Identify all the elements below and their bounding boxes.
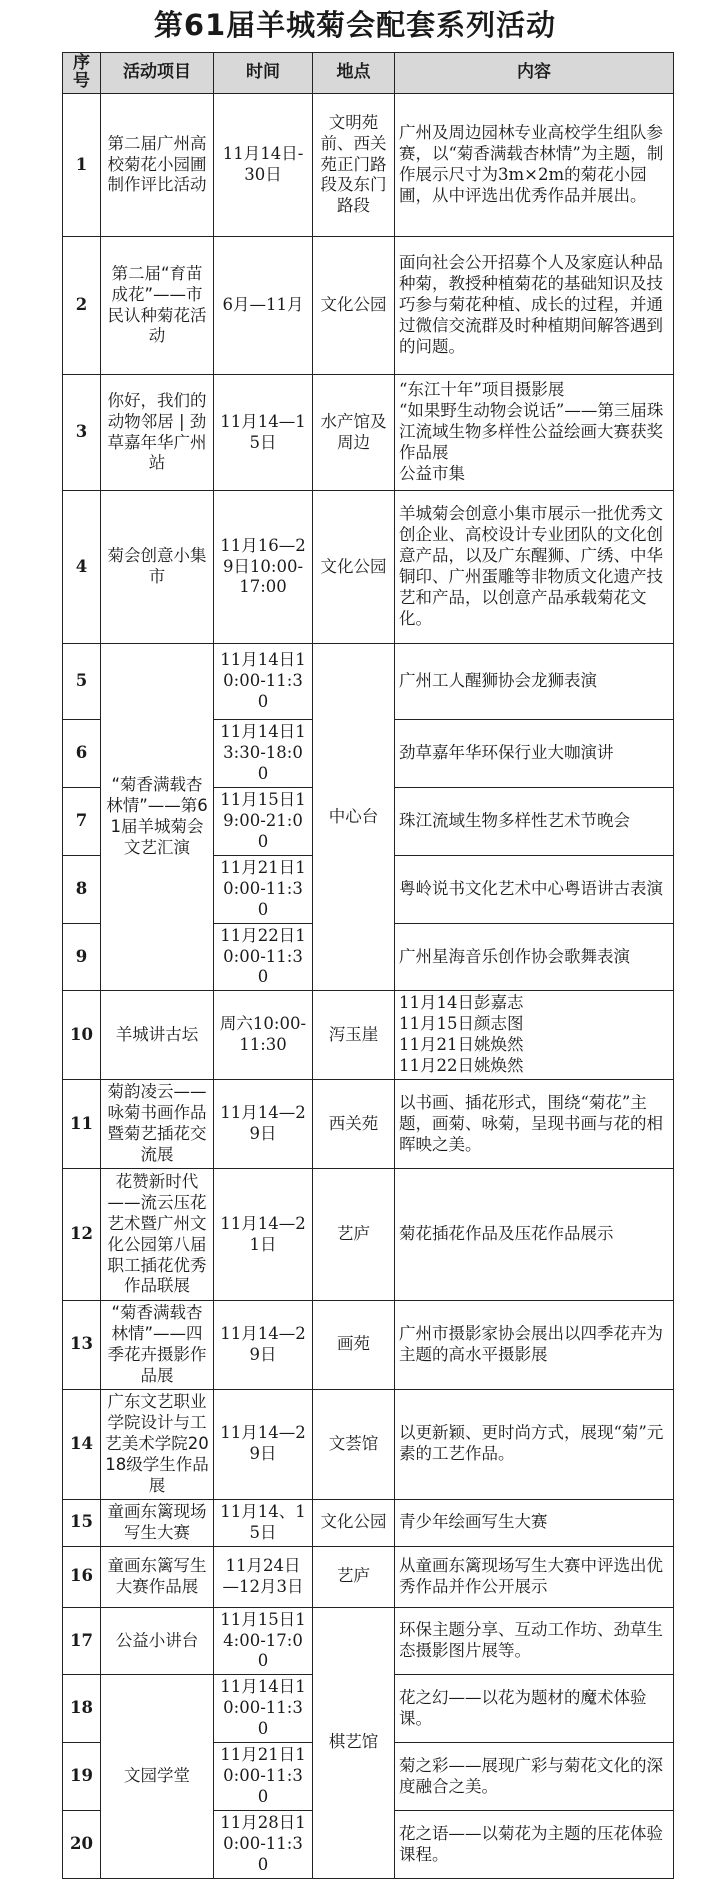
table-row (63, 1499, 674, 1546)
row-number: 7 (63, 787, 101, 855)
activity-location: 西关苑 (313, 1080, 395, 1169)
row-number: 14 (63, 1389, 101, 1499)
activity-time: 11月28日10:00-11:30 (214, 1811, 313, 1879)
activity-time: 11月24日—12月3日 (214, 1546, 313, 1607)
activity-location: 艺庐 (313, 1169, 395, 1301)
activity-time: 11月14日13:30-18:00 (214, 720, 313, 788)
row-number: 5 (63, 644, 101, 720)
activity-name: 菊韵凌云——咏菊书画作品暨菊艺插花交流展 (101, 1080, 214, 1169)
activity-time: 11月14—29日 (214, 1389, 313, 1499)
table-row (63, 1389, 674, 1499)
content-line: 公益市集 (399, 463, 465, 483)
activity-content (395, 94, 674, 237)
activity-name: 菊会创意小集市 (101, 491, 214, 644)
row-number: 6 (63, 720, 101, 788)
header-no: 序号 (63, 53, 101, 94)
activity-content (395, 491, 674, 644)
activity-location: 泻玉崖 (313, 991, 395, 1080)
row-number: 10 (63, 991, 101, 1080)
content-line: 菊之彩——展现广彩与菊花文化的深度融合之美。 (399, 1755, 663, 1796)
content-line: 珠江流域生物多样性艺术节晚会 (399, 810, 630, 830)
row-number: 8 (63, 855, 101, 923)
activity-time: 11月15日14:00-17:00 (214, 1607, 313, 1675)
activity-content (395, 1499, 674, 1546)
activity-content (395, 991, 674, 1080)
activity-name: 你好，我们的动物邻居 | 劲草嘉年华广州站 (101, 375, 214, 491)
activity-content (395, 1546, 674, 1607)
activity-location: 文荟馆 (313, 1389, 395, 1499)
activity-schedule-table (62, 52, 674, 1879)
row-number: 19 (63, 1743, 101, 1811)
table-header (63, 53, 674, 94)
activity-time: 11月22日10:00-11:30 (214, 923, 313, 991)
activity-time: 11月14日-30日 (214, 94, 313, 237)
content-line: 广州及周边园林专业高校学生组队参赛，以“菊香满载杏林情”为主题，制作展示尺寸为3m×2m的菊花小园圃，从中评选出优秀作品并展出。 (399, 123, 664, 205)
activity-time: 11月16—29日10:00-17:00 (214, 491, 313, 644)
content-line: 面向社会公开招募个人及家庭认种品种菊，教授种植菊花的基础知识及技巧参与菊花种植、成长的过程，并通过微信交流群及时种植期间解答遇到的问题。 (399, 253, 663, 356)
activity-name: 文园学堂 (101, 1675, 214, 1879)
row-number: 4 (63, 491, 101, 644)
activity-time: 11月14、15日 (214, 1499, 313, 1546)
table-row (63, 1301, 674, 1390)
activity-content (395, 1389, 674, 1499)
activity-content (395, 1169, 674, 1301)
table-row (63, 94, 674, 237)
content-line: 11月14日彭嘉志 (399, 993, 524, 1013)
content-line: “东江十年”项目摄影展 (399, 380, 565, 400)
activity-content (395, 1080, 674, 1169)
activity-content (395, 644, 674, 720)
row-number: 11 (63, 1080, 101, 1169)
content-line: 广州工人醒狮协会龙狮表演 (399, 671, 597, 691)
activity-time: 11月14—29日 (214, 1301, 313, 1390)
activity-content (395, 1743, 674, 1811)
content-line: 11月21日姚焕然 (399, 1035, 524, 1055)
activity-name: 花赞新时代——流云压花艺术暨广州文化公园第八届职工插花优秀作品联展 (101, 1169, 214, 1301)
content-line: 从童画东篱现场写生大赛中评选出优秀作品并作公开展示 (399, 1555, 663, 1596)
activity-name: 第二届广州高校菊花小园圃制作评比活动 (101, 94, 214, 237)
activity-content (395, 1811, 674, 1879)
header-row (63, 53, 674, 94)
header-time: 时间 (214, 53, 313, 94)
row-number: 2 (63, 237, 101, 375)
activity-time: 6月—11月 (214, 237, 313, 375)
table-row (63, 375, 674, 491)
activity-location: 中心台 (313, 644, 395, 991)
content-line: 青少年绘画写生大赛 (399, 1512, 548, 1532)
row-number: 13 (63, 1301, 101, 1390)
activity-content (395, 923, 674, 991)
activity-location: 文化公园 (313, 1499, 395, 1546)
row-number: 1 (63, 94, 101, 237)
content-line: 粤岭说书文化艺术中心粤语讲古表演 (399, 878, 663, 898)
content-line: 11月22日姚焕然 (399, 1056, 524, 1076)
row-number: 20 (63, 1811, 101, 1879)
activity-name: “菊香满载杏林情”——第61届羊城菊会文艺汇演 (101, 644, 214, 991)
activity-time: 周六10:00-11:30 (214, 991, 313, 1080)
row-number: 3 (63, 375, 101, 491)
table-row (63, 991, 674, 1080)
activity-content (395, 720, 674, 788)
row-number: 18 (63, 1675, 101, 1743)
header-content: 内容 (395, 53, 674, 94)
content-line: “如果野生动物会说话”——第三届珠江流域生物多样性公益绘画大赛获奖作品展 (399, 401, 664, 462)
activity-time: 11月14—21日 (214, 1169, 313, 1301)
activity-content (395, 787, 674, 855)
content-line: 羊城菊会创意小集市展示一批优秀文创企业、高校设计专业团队的文化创意产品，以及广东醒狮、广绣、中华铜印、广州蛋雕等非物质文化遗产技艺和产品，以创意产品承载菊花文化。 (399, 504, 663, 628)
row-number: 9 (63, 923, 101, 991)
row-number: 16 (63, 1546, 101, 1607)
table-body (63, 94, 674, 1879)
table-row (63, 237, 674, 375)
activity-location: 水产馆及周边 (313, 375, 395, 491)
row-number: 15 (63, 1499, 101, 1546)
content-line: 花之语——以菊花为主题的压花体验课程。 (399, 1823, 663, 1864)
content-line: 环保主题分享、互动工作坊、劲草生态摄影图片展等。 (399, 1620, 663, 1660)
activity-location: 文化公园 (313, 491, 395, 644)
activity-location: 画苑 (313, 1301, 395, 1390)
activity-time: 11月15日19:00-21:00 (214, 787, 313, 855)
activity-time: 11月14日10:00-11:30 (214, 644, 313, 720)
activity-location: 棋艺馆 (313, 1607, 395, 1878)
table-row (63, 644, 674, 720)
content-line: 菊花插花作品及压花作品展示 (399, 1224, 614, 1244)
activity-location: 文化公园 (313, 237, 395, 375)
activity-content (395, 855, 674, 923)
content-line: 劲草嘉年华环保行业大咖演讲 (399, 742, 614, 762)
activity-time: 11月14—15日 (214, 375, 313, 491)
activity-location: 文明苑前、西关苑正门路段及东门路段 (313, 94, 395, 237)
activity-content (395, 375, 674, 491)
content-line: 以书画、插花形式，围绕“菊花”主题，画菊、咏菊，呈现书画与花的相晖映之美。 (399, 1092, 663, 1154)
activity-content (395, 1675, 674, 1743)
content-line: 11月15日颜志图 (399, 1014, 524, 1034)
activity-content (395, 1607, 674, 1675)
row-number: 12 (63, 1169, 101, 1301)
activity-content (395, 1301, 674, 1390)
header-location: 地点 (313, 53, 395, 94)
activity-name: 羊城讲古坛 (101, 991, 214, 1080)
content-line: 广州星海音乐创作协会歌舞表演 (399, 946, 630, 966)
activity-location: 艺庐 (313, 1546, 395, 1607)
activity-time: 11月14—29日 (214, 1080, 313, 1169)
activity-name: 公益小讲台 (101, 1607, 214, 1675)
table-row (63, 491, 674, 644)
table-row (63, 1546, 674, 1607)
header-activity: 活动项目 (101, 53, 214, 94)
activity-time: 11月21日10:00-11:30 (214, 1743, 313, 1811)
table-row (63, 1080, 674, 1169)
activity-name: 童画东篱现场写生大赛 (101, 1499, 214, 1546)
activity-content (395, 237, 674, 375)
activity-name: 童画东篱写生大赛作品展 (101, 1546, 214, 1607)
content-line: 以更新颖、更时尚方式，展现“菊”元素的工艺作品。 (399, 1423, 664, 1464)
activity-name: 第二届“育苗成花”——市民认种菊花活动 (101, 237, 214, 375)
activity-time: 11月14日10:00-11:30 (214, 1675, 313, 1743)
content-line: 广州市摄影家协会展出以四季花卉为主题的高水平摄影展 (399, 1324, 663, 1364)
activity-time: 11月21日10:00-11:30 (214, 855, 313, 923)
content-line: 花之幻——以花为题材的魔术体验课。 (399, 1687, 647, 1728)
activity-name: “菊香满载杏林情”——四季花卉摄影作品展 (101, 1301, 214, 1390)
row-number: 17 (63, 1607, 101, 1675)
page-title: 第61届羊城菊会配套系列活动 (153, 8, 557, 42)
table-row (63, 1607, 674, 1675)
activity-name: 广东文艺职业学院设计与工艺美术学院2018级学生作品展 (101, 1389, 214, 1499)
table-row (63, 1169, 674, 1301)
